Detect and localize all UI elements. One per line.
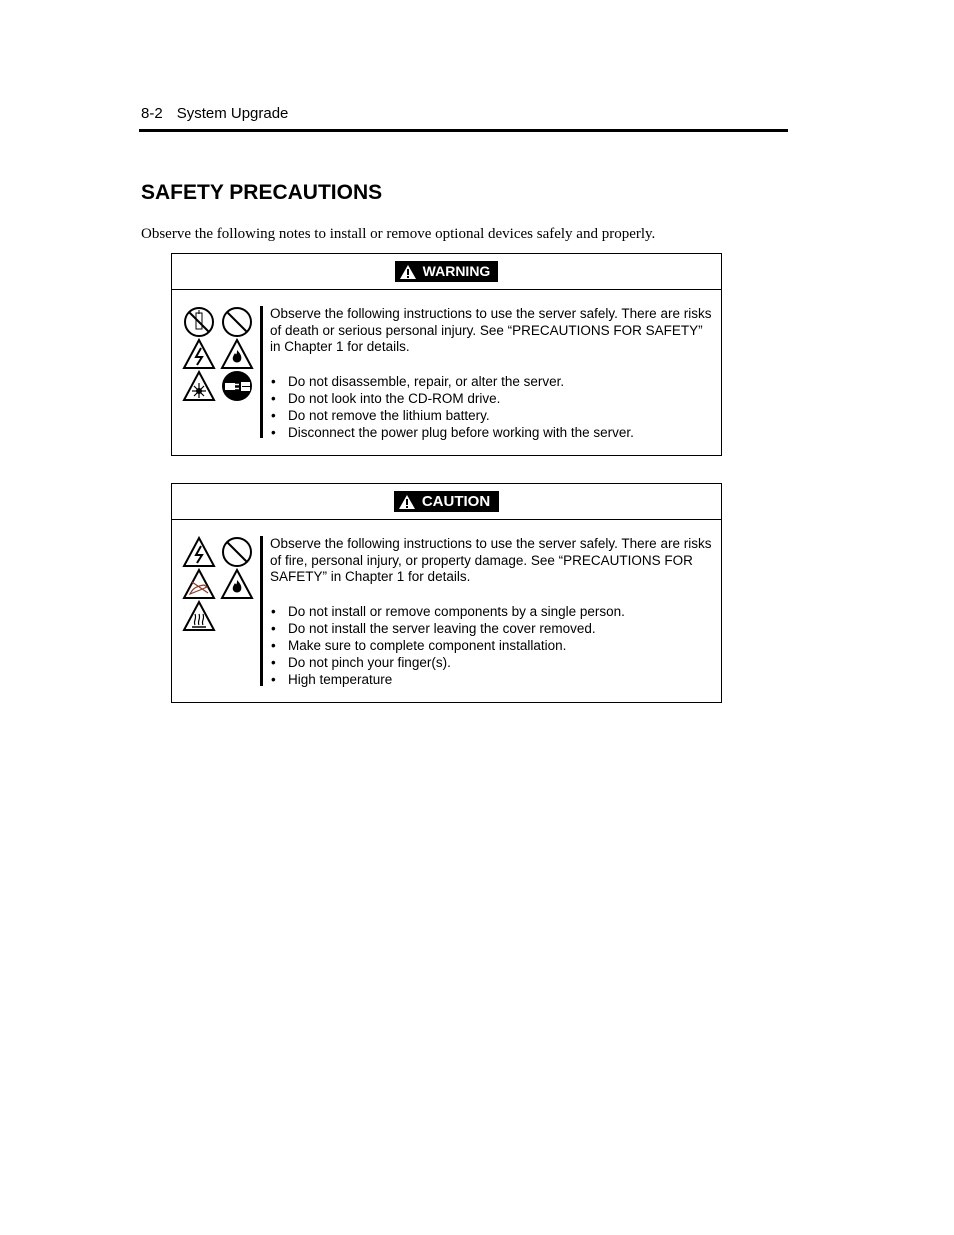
warning-icon-grid [181,306,255,402]
caution-badge [394,491,499,512]
warning-header [172,254,721,290]
electric-shock-icon [181,338,217,370]
unplug-icon [219,370,255,402]
caution-box [171,483,722,703]
intro-paragraph: Observe the following notes to install or remove optional devices safely and properly. [141,226,656,242]
list-item: • Do not install the server leaving the cover removed. [270,620,715,637]
laser-icon [181,370,217,402]
section-title: System Upgrade [176,105,289,122]
caution-divider [260,536,263,686]
caution-text [270,536,715,688]
finger-pinch-icon [181,568,217,600]
high-temperature-icon [181,600,217,632]
caution-description: Observe the following instructions to use the server safely. There are risks of fire, personal injury, or property damage. See “PRECAUTIONS FOR SAFETY” in Chapter 1 for details. [270,536,712,584]
warning-divider [260,306,263,438]
list-item: • Do not install or remove components by a single person. [270,603,715,620]
no-disassembly-icon [181,306,217,338]
list-item: • Do not remove the lithium battery. [270,407,715,424]
list-item: • Disconnect the power plug before working with the server. [270,424,715,441]
warning-list [270,373,715,441]
caution-label: CAUTION [421,493,491,510]
caution-header [172,484,721,520]
prohibited-icon [219,536,255,568]
electric-shock-icon [181,536,217,568]
alert-triangle-icon [399,264,417,280]
page-title: SAFETY PRECAUTIONS [141,181,383,204]
alert-triangle-icon [398,494,416,510]
list-item: • Do not look into the CD-ROM drive. [270,390,715,407]
fire-icon [219,568,255,600]
warning-description: Observe the following instructions to use the server safely. There are risks of death or serious personal injury. See “PRECAUTIONS FOR SAFETY” in Chapter 1 for details. [270,306,712,354]
list-item: • Do not disassemble, repair, or alter the server. [270,373,715,390]
header-rule [139,129,788,132]
running-header [141,105,288,122]
warning-box [171,253,722,456]
list-item: • Make sure to complete component installation. [270,637,715,654]
caution-icon-grid [181,536,255,632]
list-item: • Do not pinch your finger(s). [270,654,715,671]
prohibited-icon [219,306,255,338]
warning-text [270,306,715,441]
warning-badge [395,261,499,282]
warning-label: WARNING [422,263,491,279]
caution-list [270,603,715,688]
list-item: • High temperature [270,671,715,688]
page-number: 8-2 [141,105,163,122]
fire-icon [219,338,255,370]
